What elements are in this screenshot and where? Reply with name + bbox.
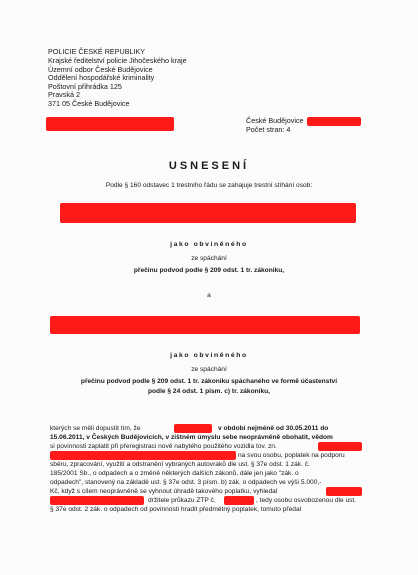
redaction-date	[307, 117, 361, 126]
place-label: České Budějovice	[246, 116, 304, 125]
redaction-vehicle-details	[50, 451, 236, 460]
body-line-7: odpadech", stanovený na základě ust. § 37e odst. 3 písm. b) zák. o odpadech ve výši 5.000,-	[50, 479, 322, 486]
accused-2-crime-line-1: přečinu podvod podle § 209 odst. 1 tr. zákoniku spáchaného ve formě účastenství	[80, 378, 338, 385]
redaction-person-surname	[50, 496, 144, 505]
header-line-street: Pravská 2	[48, 90, 80, 99]
accused-1-from: ze spáchání	[191, 255, 227, 262]
header-line-region: Krajské ředitelství policie Jihočeského kraje	[48, 56, 187, 65]
accused-2-role: jako obviněného	[170, 352, 248, 359]
body-line-10: § 37e odst. 2 zák. o odpadech od povinnosti hradit předmětný poplatek, tomuto předal	[50, 506, 302, 513]
accused-2-crime-line-2: podle § 24 odst. 1 písm. c) tr. zákoníku,	[147, 388, 271, 395]
document-title: USNESENÍ	[168, 160, 250, 172]
body-line-1-start: kterých se měli dopustit tím, že	[50, 425, 141, 432]
redaction-person-name	[326, 487, 362, 496]
accused-2-from: ze spáchání	[191, 366, 227, 373]
body-line-9-end: , tedy osobu osvobozenou dle ust.	[256, 497, 357, 504]
header-line-department: Oddělení hospodářské kriminality	[48, 73, 155, 82]
body-line-3: si povinnosti zaplatit při přeregistraci nově nabytého použitého vozidla tov. zn.	[50, 443, 277, 450]
redaction-accused-1	[60, 203, 356, 223]
body-line-6: 185/2001 Sb., o odpadech a o změně některých dalších zákonů, dále jen jako "zák. o	[50, 470, 299, 477]
header-line-city: 371 05 České Budějovice	[48, 98, 130, 108]
intro-text: Podle § 160 odstavec 1 trestního řádu se zahajuje trestní stíhání osob:	[105, 182, 313, 189]
redaction-ztp-number	[224, 496, 254, 505]
body-line-4: na svou osobu, poplatek na podporu	[238, 452, 345, 459]
body-line-9-start: držitele průkazu ZTP č.	[148, 497, 216, 504]
body-line-5: sběru, zpracování, využití a odstranění vybraných autovraků dle ust. § 37e odst. 1 zák. č.	[50, 461, 310, 468]
body-line-2: 15.06.2011, v Českých Budějovicích, v zištném úmyslu sebe neoprávněně obohatit, vědom	[50, 434, 333, 441]
redaction-vehicle-brand	[318, 442, 362, 451]
header-line-pobox: Poštovní přihrádka 125	[48, 81, 122, 91]
redaction-reference	[46, 117, 174, 131]
redaction-body-name	[174, 424, 212, 433]
accused-1-role: jako obviněného	[170, 241, 248, 248]
header-line-district: Územní odbor České Budějovice	[48, 64, 153, 74]
page-count: Počet stran: 4	[246, 125, 291, 134]
body-line-8: Kč, když s cílem neoprávněně se vyhnout úhradě takového poplatku, vyhledal	[50, 488, 278, 495]
redaction-accused-2	[50, 316, 360, 334]
header-line-police: POLICIE ČESKÉ REPUBLIKY	[48, 47, 146, 56]
accused-1-crime: přečinu podvod podle § 209 odst. 1 tr. zákoniku,	[133, 267, 285, 274]
body-line-1-end: v období nejméně od 30.05.2011 do	[218, 425, 329, 432]
conjunction: a	[207, 292, 211, 299]
